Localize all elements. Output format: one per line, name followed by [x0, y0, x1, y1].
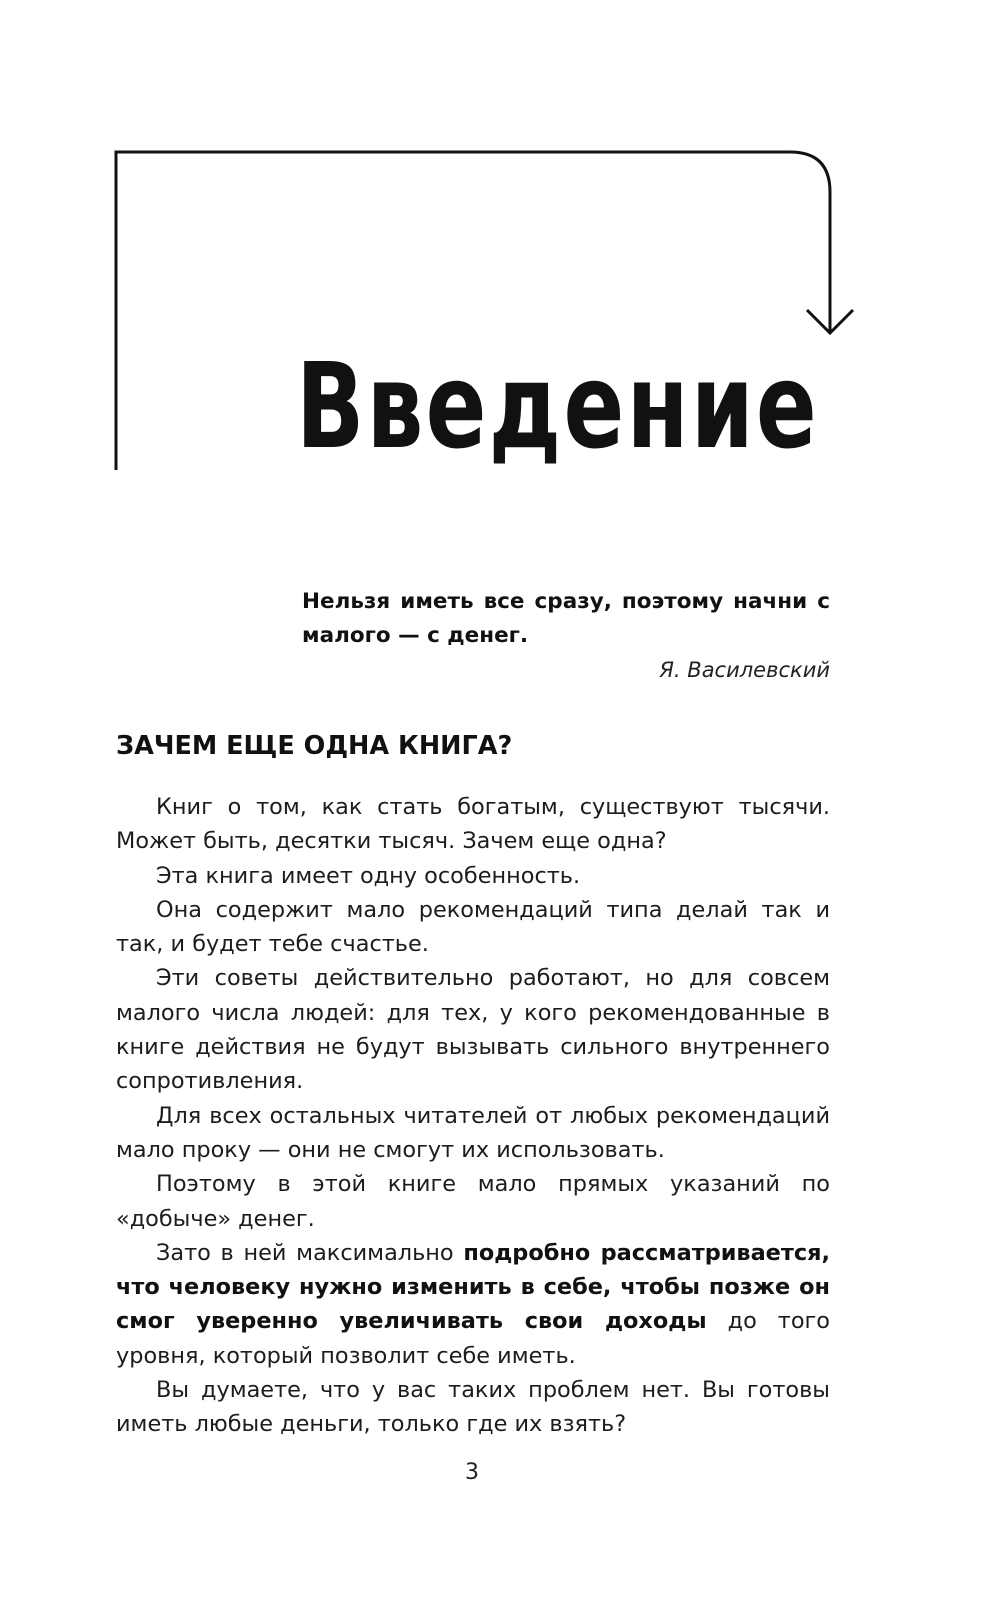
paragraph: Вы думаете, что у вас таких проблем нет. Вы готовы иметь любые деньги, только где их взять? [116, 1377, 830, 1438]
paragraph: Книг о том, как стать богатым, существуют тысячи. Может быть, десятки тысяч. Зачем еще одна? [116, 794, 830, 855]
paragraph-emphasis [116, 1236, 830, 1373]
paragraph-end: до того уровня, который позволит себе иметь. [116, 1308, 830, 1369]
paragraph: Эта книга имеет одну особенность. [156, 862, 581, 889]
paragraph: Эти советы действительно работают, но для совсем малого числа людей: для тех, у кого рекомендованные в книге действия не будут вызывать сильного внутреннего сопротивления. [116, 965, 830, 1095]
chapter-title: Введение [296, 337, 820, 475]
page-number: 3 [465, 1460, 479, 1485]
paragraph: Поэтому в этой книге мало прямых указаний по «добыче» денег. [116, 1171, 830, 1232]
paragraph: Она содержит мало рекомендаций типа делай так и так, и будет тебе счастье. [116, 896, 830, 958]
paragraph: Для всех остальных читателей от любых рекомендаций мало проку — они не смогут их использовать. [116, 1102, 830, 1163]
paragraph-start: Зато в ней максимально [156, 1239, 464, 1266]
body-text [116, 790, 830, 1442]
bold-emphasis: подробно рассматривается, что человеку нужно изменить в себе, чтобы позже он смог уверенно увеличивать свои доходы [116, 1239, 831, 1335]
epigraph-author: Я. Василевский [659, 658, 830, 682]
epigraph-text: Нельзя иметь все сразу, поэтому начни с малого — с денег. [302, 589, 830, 648]
chapter-frame-arrow [0, 0, 1000, 620]
epigraph [302, 585, 830, 687]
section-heading: ЗАЧЕМ ЕЩЕ ОДНА КНИГА? [116, 731, 513, 761]
